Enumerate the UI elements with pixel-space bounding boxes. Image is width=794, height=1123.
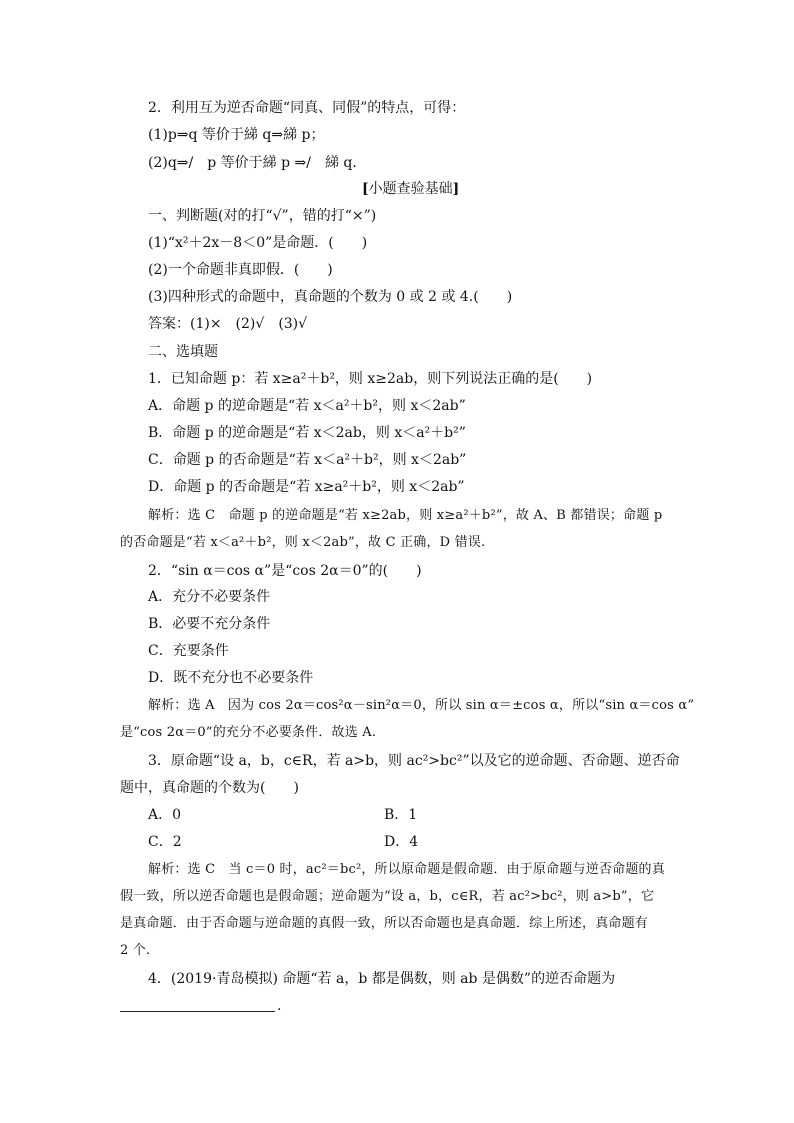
- section-title-text: 小题查验基础: [368, 181, 453, 197]
- judge-q2: (2)一个命题非真即假．( ): [148, 262, 333, 278]
- q4-stem: 4．(2019·青岛模拟) 命题“若 a，b 都是偶数，则 ab 是偶数”的逆否命题为: [148, 971, 616, 987]
- part2-line1: (1)p⇒q 等价于綈 q⇒綈 p；: [148, 127, 325, 143]
- q3-stem-2: 题中，真命题的个数为( ): [120, 780, 299, 796]
- judge-q1: (1)“x²＋2x－8＜0”是命题．( ): [148, 235, 368, 251]
- q2-explanation-1: 解析：选 A 因为 cos 2α＝cos²α－sin²α＝0，所以 sin α＝±cos α，所以“sin α＝cos α”: [148, 698, 695, 713]
- q1-option-d: D．命题 p 的否命题是“若 x≥a²＋b²，则 x＜2ab”: [148, 479, 465, 495]
- q3-explanation-4: 2 个.: [120, 943, 151, 958]
- q1-option-a: A．命题 p 的逆命题是“若 x＜a²＋b²，则 x＜2ab”: [148, 398, 466, 414]
- q2-option-a: A．充分不必要条件: [148, 589, 271, 605]
- fill-title: 二、选填题: [148, 344, 218, 360]
- q1-explanation-2: 的否命题是“若 x＜a²＋b²，则 x＜2ab”，故 C 正确，D 错误.: [120, 535, 486, 550]
- q3-option-c: C．2: [148, 834, 182, 850]
- q3-explanation-1: 解析：选 C 当 c＝0 时，ac²＝bc²，所以原命题是假命题．由于原命题与逆否命题的真: [148, 862, 665, 877]
- q2-option-c: C．充要条件: [148, 643, 229, 659]
- q2-explanation-2: 是“cos 2α＝0”的充分不必要条件．故选 A.: [120, 725, 377, 740]
- part2-heading: 2．利用互为逆否命题“同真、同假”的特点，可得：: [148, 100, 466, 116]
- q2-stem: 2．“sin α＝cos α”是“cos 2α＝0”的( ): [148, 563, 422, 579]
- q3-stem-1: 3．原命题“设 a，b，c∈R，若 a>b，则 ac²>bc²”以及它的逆命题、否命题、逆否命: [148, 753, 680, 769]
- q3-explanation-3: 是真命题．由于否命题与逆命题的真假一致，所以否命题也是真命题．综上所述，真命题有: [120, 916, 649, 931]
- q3-option-b: B．1: [384, 807, 418, 823]
- q1-stem: 1．已知命题 p：若 x≥a²＋b²，则 x≥2ab，则下列说法正确的是( ): [148, 371, 593, 387]
- q2-option-d: D．既不充分也不必要条件: [148, 670, 314, 686]
- q4-end-period: .: [277, 998, 282, 1014]
- section-title: [小题查验基础]: [362, 181, 460, 197]
- q3-explanation-2: 假一致，所以逆否命题也是假命题；逆命题为“设 a，b，c∈R，若 ac²>bc²，则 a>b”，它: [120, 889, 655, 904]
- judge-q3: (3)四种形式的命题中，真命题的个数为 0 或 2 或 4.( ): [148, 289, 513, 305]
- judge-title: 一、判断题(对的打“√”，错的打“×”): [148, 208, 377, 224]
- q1-option-c: C．命题 p 的否命题是“若 x＜a²＋b²，则 x＜2ab”: [148, 452, 467, 468]
- part2-line2: (2)q⇒/ p 等价于綈 p ⇒/ 綈 q.: [148, 155, 357, 171]
- q2-option-b: B．必要不充分条件: [148, 616, 271, 632]
- answer-blank: [120, 1011, 275, 1012]
- q1-option-b: B．命题 p 的逆命题是“若 x＜2ab，则 x＜a²＋b²”: [148, 425, 466, 441]
- q3-option-a: A．0: [148, 807, 182, 823]
- q1-explanation-1: 解析：选 C 命题 p 的逆命题是“若 x≥2ab，则 x≥a²＋b²”，故 A、B 都错误；命题 p: [148, 508, 663, 523]
- q3-option-d: D．4: [384, 834, 419, 850]
- judge-answer: 答案：(1)× (2)√ (3)√: [148, 316, 308, 332]
